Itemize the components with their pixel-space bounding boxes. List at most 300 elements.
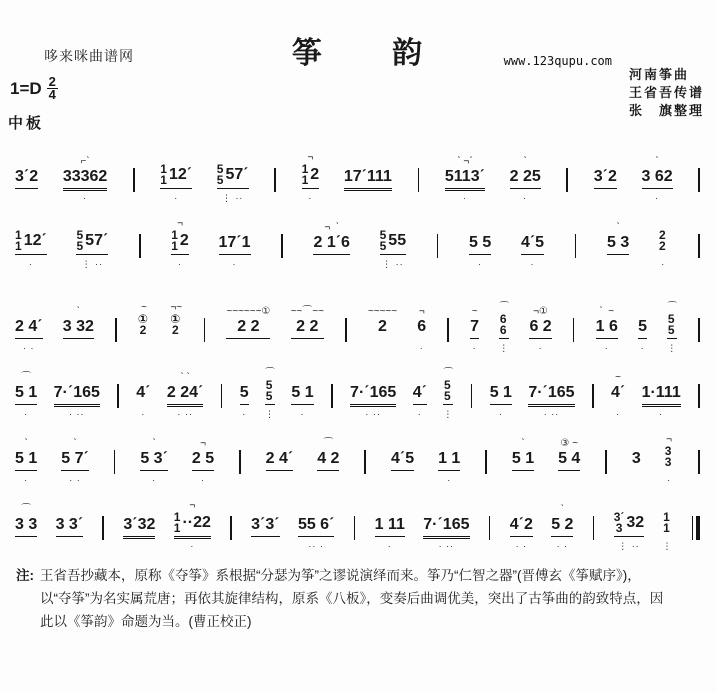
note-digits xyxy=(251,516,279,534)
note-digits xyxy=(659,230,668,252)
note-group xyxy=(302,152,320,202)
octave-dots: ⋮ ·· xyxy=(382,259,404,269)
note-group xyxy=(391,438,414,484)
octave-dots xyxy=(278,476,282,484)
beam xyxy=(63,190,108,191)
octave-dots: · xyxy=(667,475,672,485)
note-group xyxy=(470,306,479,352)
stacked-note: 3 xyxy=(664,444,672,458)
beam xyxy=(167,404,203,405)
octave-dots: · xyxy=(447,475,452,485)
note-digits xyxy=(291,384,313,402)
note-digits xyxy=(63,318,94,336)
note-group xyxy=(417,306,426,352)
note-group xyxy=(266,438,294,484)
note-text: 2 4ˊ xyxy=(265,450,294,467)
note-text: 17ˊ111 xyxy=(343,168,392,185)
ornament-mark: ˋ xyxy=(152,438,156,449)
note-digits xyxy=(54,384,100,402)
beam xyxy=(344,190,392,191)
note-digits xyxy=(607,234,629,252)
note-text: 57ˊ xyxy=(225,166,249,183)
note-text: 55 6ˊ xyxy=(297,516,335,533)
ornament-mark: ˋ xyxy=(616,222,620,233)
note-text: 2 xyxy=(378,318,387,335)
beam xyxy=(15,254,47,255)
key-signature xyxy=(10,76,58,101)
note-digits xyxy=(500,314,509,336)
note-digits xyxy=(266,450,294,468)
note-digits xyxy=(632,450,641,468)
note-text: 2 xyxy=(310,166,320,183)
beam xyxy=(529,338,551,339)
octave-dots: · ·· xyxy=(177,409,193,419)
final-barline-thick xyxy=(696,516,700,540)
beam xyxy=(551,536,573,537)
stacked-notes xyxy=(15,230,22,252)
ornament-mark xyxy=(401,438,404,450)
stacked-note: 5 xyxy=(216,162,224,176)
note-group xyxy=(251,504,279,550)
note-text: 2 5 xyxy=(191,450,215,467)
note-digits xyxy=(313,234,349,252)
octave-dots xyxy=(635,476,639,484)
note-digits xyxy=(56,516,84,534)
ornament-mark: ⌒ xyxy=(21,372,32,383)
note-group xyxy=(61,438,89,484)
stacked-notes xyxy=(659,230,666,252)
stacked-notes xyxy=(380,230,387,252)
beam xyxy=(413,404,427,405)
beam xyxy=(528,406,574,407)
note-group xyxy=(298,504,334,550)
stacked-note: 5 xyxy=(443,378,451,392)
note-group xyxy=(174,500,211,550)
note-text: 1 1 xyxy=(438,450,461,467)
octave-dots: · xyxy=(24,475,29,485)
note-group xyxy=(490,372,512,418)
ornament-mark: ¬~ xyxy=(170,302,183,313)
octave-dots: · xyxy=(300,409,305,419)
note-group xyxy=(219,222,251,268)
note-digits xyxy=(219,234,251,252)
note-digits xyxy=(15,168,38,186)
note-text: 4ˊ xyxy=(412,384,427,401)
beam xyxy=(174,536,211,537)
note-group xyxy=(529,306,551,352)
note-digits xyxy=(521,234,544,252)
barline xyxy=(345,318,347,342)
note-group xyxy=(413,372,427,418)
stacked-notes xyxy=(266,380,273,402)
beam xyxy=(63,338,94,339)
note-group xyxy=(15,372,37,418)
note-text: 5 1 xyxy=(291,384,314,401)
beam xyxy=(15,338,43,339)
stacked-notes xyxy=(614,512,625,534)
beam xyxy=(642,188,673,189)
note-digits xyxy=(350,384,396,402)
note-text: 1·111 xyxy=(641,384,681,401)
note-group xyxy=(551,504,573,550)
time-signature xyxy=(47,76,58,101)
stacked-note: ① xyxy=(137,312,149,326)
ornament-mark xyxy=(142,372,145,384)
note-group xyxy=(265,368,275,418)
ornament-mark xyxy=(628,500,631,512)
stacked-notes xyxy=(160,164,167,186)
note-text: 5 1 xyxy=(489,384,512,401)
ornament-mark: ~ xyxy=(615,372,621,383)
note-digits xyxy=(413,384,427,402)
barline xyxy=(133,168,135,192)
music-line xyxy=(10,136,706,202)
beam xyxy=(15,404,37,405)
note-text: 4ˊ2 xyxy=(509,516,533,533)
octave-dots: · · xyxy=(69,475,81,485)
note-text: 3ˊ32 xyxy=(123,516,156,533)
note-group xyxy=(659,218,668,268)
ornament-mark: ⌒ xyxy=(667,302,678,313)
ornament-mark: ¬ ˋ xyxy=(324,222,340,233)
note-group xyxy=(226,306,270,352)
note-group xyxy=(642,156,673,202)
beam xyxy=(614,536,644,537)
note-group xyxy=(611,372,625,418)
note-digits xyxy=(266,380,275,402)
octave-dots: ⋮ xyxy=(265,409,276,419)
beam xyxy=(251,536,279,537)
beam xyxy=(217,188,249,189)
octave-dots xyxy=(142,344,146,352)
ornament-mark: ¬ xyxy=(200,438,206,449)
barline xyxy=(274,168,276,192)
note-digits xyxy=(445,168,485,186)
note-digits xyxy=(438,450,460,468)
note-text: 3ˊ3ˊ xyxy=(251,516,280,533)
octave-dots: ⋮ xyxy=(499,343,510,353)
note-digits xyxy=(638,318,647,336)
ornament-mark: ⌐ˋ xyxy=(80,156,90,167)
note-digits xyxy=(642,168,673,186)
beam xyxy=(317,470,339,471)
note-group xyxy=(291,306,324,352)
octave-dots: · xyxy=(308,193,313,203)
octave-dots: · xyxy=(28,259,33,269)
footnote xyxy=(16,564,702,633)
note-digits xyxy=(15,384,37,402)
ornament-mark: ⌒ xyxy=(443,368,454,379)
octave-dots xyxy=(567,476,571,484)
ornament-mark: ~ xyxy=(471,306,478,317)
stacked-note: 5 xyxy=(216,173,224,187)
note-digits xyxy=(15,318,43,336)
octave-dots: · xyxy=(419,343,424,353)
watermark: 哆来咪曲谱网 xyxy=(44,48,134,64)
beam xyxy=(642,406,681,407)
note-text: 4 2 xyxy=(317,450,340,467)
stacked-notes xyxy=(171,230,178,252)
music-line xyxy=(10,418,706,484)
barline xyxy=(115,318,117,342)
octave-dots: ⋮ ·· xyxy=(221,193,244,203)
beam xyxy=(219,254,251,255)
note-digits xyxy=(298,516,334,534)
note-group xyxy=(510,156,541,202)
ornament-mark: ~ xyxy=(141,302,147,313)
barline xyxy=(354,516,356,540)
stacked-note: 5 xyxy=(76,228,84,242)
note-digits xyxy=(136,384,150,402)
stacked-note: 5 xyxy=(667,323,675,337)
score-header xyxy=(0,0,716,136)
ornament-mark: ¬① xyxy=(533,306,548,317)
stacked-note: 1 xyxy=(663,521,670,535)
footnote-line: 王省吾抄藏本，原称《夺筝》系根据“分瑟为筝”之谬说演绎而来。筝乃“仁智之器”(晋傅玄《筝赋序》)， xyxy=(40,568,641,583)
note-digits xyxy=(528,384,574,402)
note-text: 5 1 xyxy=(15,384,38,401)
beam xyxy=(380,254,406,255)
note-group xyxy=(160,152,192,202)
note-text: 2 2 xyxy=(296,318,319,335)
music-line xyxy=(10,484,706,550)
note-group xyxy=(15,306,43,352)
octave-dots xyxy=(138,542,142,550)
note-group xyxy=(375,504,405,550)
note-group xyxy=(123,504,155,550)
beam xyxy=(76,254,108,255)
note-group xyxy=(423,504,469,550)
note-text: 5 1 xyxy=(511,450,535,467)
note-digits xyxy=(344,168,392,186)
barline xyxy=(573,318,575,342)
footnote-text xyxy=(40,564,663,633)
note-digits xyxy=(123,516,155,534)
note-text: 7·ˊ165 xyxy=(423,516,470,533)
stacked-note: 1 xyxy=(171,228,178,242)
ornament-mark xyxy=(91,218,94,230)
note-digits xyxy=(240,384,249,402)
barline xyxy=(471,384,473,408)
note-digits xyxy=(167,384,203,402)
note-group xyxy=(594,156,617,202)
stacked-note: 6 xyxy=(499,323,507,337)
ornament-mark: ¬ xyxy=(418,306,425,317)
note-text: 4ˊ5 xyxy=(520,234,545,251)
note-digits xyxy=(138,314,150,336)
note-digits xyxy=(15,516,37,534)
note-digits xyxy=(217,164,249,186)
ornament-mark xyxy=(175,152,178,164)
note-group xyxy=(521,222,544,268)
note-digits xyxy=(192,450,214,468)
octave-dots: · xyxy=(178,259,183,269)
note-text: 7·ˊ165 xyxy=(53,384,100,401)
note-digits xyxy=(594,168,617,186)
note-group xyxy=(76,218,108,268)
note-group xyxy=(368,306,397,352)
stacked-note: 5 xyxy=(667,312,675,326)
beam xyxy=(510,536,533,537)
note-group xyxy=(380,218,406,268)
note-digits xyxy=(551,516,573,534)
beam xyxy=(291,404,313,405)
barline xyxy=(447,318,449,342)
octave-dots xyxy=(306,344,310,352)
note-group xyxy=(192,438,214,484)
note-group xyxy=(240,372,249,418)
octave-dots: · xyxy=(387,541,392,551)
note-group xyxy=(667,302,677,352)
ornament-mark: ¬ xyxy=(189,500,196,511)
octave-dots: ⋮ xyxy=(667,343,678,353)
stacked-note: 1 xyxy=(301,162,309,176)
site-url: www.123qupu.com xyxy=(503,54,612,68)
ornament-mark xyxy=(388,504,391,516)
stacked-note: 1 xyxy=(15,239,22,253)
note-digits xyxy=(378,318,387,336)
octave-dots: · xyxy=(655,193,660,203)
ornament-mark xyxy=(68,504,71,516)
ornament-mark: ˋ xyxy=(521,438,525,449)
octave-dots: ⋮ ·· xyxy=(81,259,104,269)
octave-dots: · xyxy=(661,259,666,269)
beam xyxy=(443,404,453,405)
octave-dots xyxy=(381,344,385,352)
barline xyxy=(698,168,700,192)
octave-dots: ⋮ ·· xyxy=(618,541,640,551)
note-digits xyxy=(668,314,677,336)
barline xyxy=(698,384,700,408)
octave-dots: · xyxy=(659,409,664,419)
ornament-mark: ~~~~~ xyxy=(367,306,398,317)
stacked-note: 5 xyxy=(265,378,273,392)
note-group xyxy=(317,438,339,484)
ornament-mark: ¬ xyxy=(177,218,183,229)
octave-dots xyxy=(24,542,28,550)
ornament-mark xyxy=(520,504,523,516)
stacked-note: 1 xyxy=(15,228,22,242)
note-text: 3ˊ2 xyxy=(15,168,39,185)
note-text: 3 3ˊ xyxy=(55,516,84,533)
beam xyxy=(171,254,189,255)
ornament-mark: ˋ xyxy=(560,504,564,515)
stacked-notes xyxy=(668,314,675,336)
ornament-mark xyxy=(315,504,318,516)
barline xyxy=(204,318,206,342)
octave-dots: · xyxy=(472,343,477,353)
octave-dots xyxy=(68,542,72,550)
beam xyxy=(15,536,37,537)
note-group xyxy=(15,504,37,550)
ornament-mark xyxy=(25,156,28,168)
note-digits xyxy=(423,516,469,534)
note-text: 57ˊ xyxy=(85,232,109,249)
beam xyxy=(240,404,249,405)
beam xyxy=(15,188,38,189)
time-signature-denominator: 4 xyxy=(48,87,56,102)
ornament-mark: ⌒ xyxy=(21,504,32,515)
stacked-notes xyxy=(444,380,451,402)
note-digits xyxy=(510,168,541,186)
note-group xyxy=(15,218,47,268)
ornament-mark xyxy=(30,218,33,230)
note-text: 2 1ˊ6 xyxy=(313,234,350,251)
note-text: 1 6 xyxy=(595,318,618,335)
barline xyxy=(230,516,232,540)
note-group xyxy=(632,438,641,484)
octave-dots xyxy=(327,476,331,484)
beam xyxy=(642,404,681,405)
note-text: 2 2 xyxy=(237,318,260,335)
octave-dots xyxy=(330,260,334,268)
barline xyxy=(139,234,141,258)
ornament-mark: ˋ xyxy=(655,156,659,167)
stacked-note: 2 xyxy=(171,323,179,337)
note-text: 12ˊ xyxy=(23,232,47,249)
octave-dots xyxy=(604,194,608,202)
octave-dots: · · xyxy=(23,343,35,353)
note-group xyxy=(136,372,150,418)
note-text: 5 2 xyxy=(551,516,574,533)
beam xyxy=(423,538,469,539)
note-group xyxy=(140,438,168,484)
note-digits xyxy=(160,164,192,186)
note-text: 6 2 xyxy=(529,318,552,335)
stacked-notes xyxy=(500,314,507,336)
note-digits xyxy=(170,314,182,336)
stacked-note: 2 xyxy=(658,239,666,253)
stacked-note: ① xyxy=(170,312,181,326)
octave-dots xyxy=(25,194,29,202)
note-group xyxy=(596,306,618,352)
barline xyxy=(221,384,223,408)
beam xyxy=(160,188,192,189)
beam xyxy=(15,470,37,471)
note-text: 4ˊ5 xyxy=(390,450,415,467)
beam xyxy=(607,254,629,255)
note-digits xyxy=(171,230,189,252)
note-digits xyxy=(490,384,512,402)
barline xyxy=(605,450,607,474)
beam xyxy=(445,188,485,189)
note-text: 2 4ˊ xyxy=(15,318,43,335)
beam xyxy=(226,338,270,339)
octave-dots xyxy=(247,344,251,352)
ornament-mark: ③ ~ xyxy=(560,438,578,449)
octave-dots: · xyxy=(242,409,247,419)
barline xyxy=(331,384,333,408)
credits-block xyxy=(629,66,704,120)
barline xyxy=(117,384,119,408)
ornament-mark xyxy=(550,372,553,384)
ornament-mark xyxy=(138,504,141,516)
beam xyxy=(61,470,89,471)
music-line xyxy=(10,202,706,268)
stacked-notes xyxy=(217,164,224,186)
note-text: 5 xyxy=(638,318,648,335)
beam xyxy=(499,338,509,339)
ornament-mark xyxy=(231,152,234,164)
octave-dots: · xyxy=(530,259,535,269)
octave-dots: · xyxy=(174,193,179,203)
time-signature-numerator: 2 xyxy=(48,74,56,89)
ornament-mark xyxy=(264,504,267,516)
note-group xyxy=(528,372,574,418)
beam xyxy=(375,536,405,537)
note-digits xyxy=(596,318,618,336)
octave-dots: · xyxy=(538,343,543,353)
